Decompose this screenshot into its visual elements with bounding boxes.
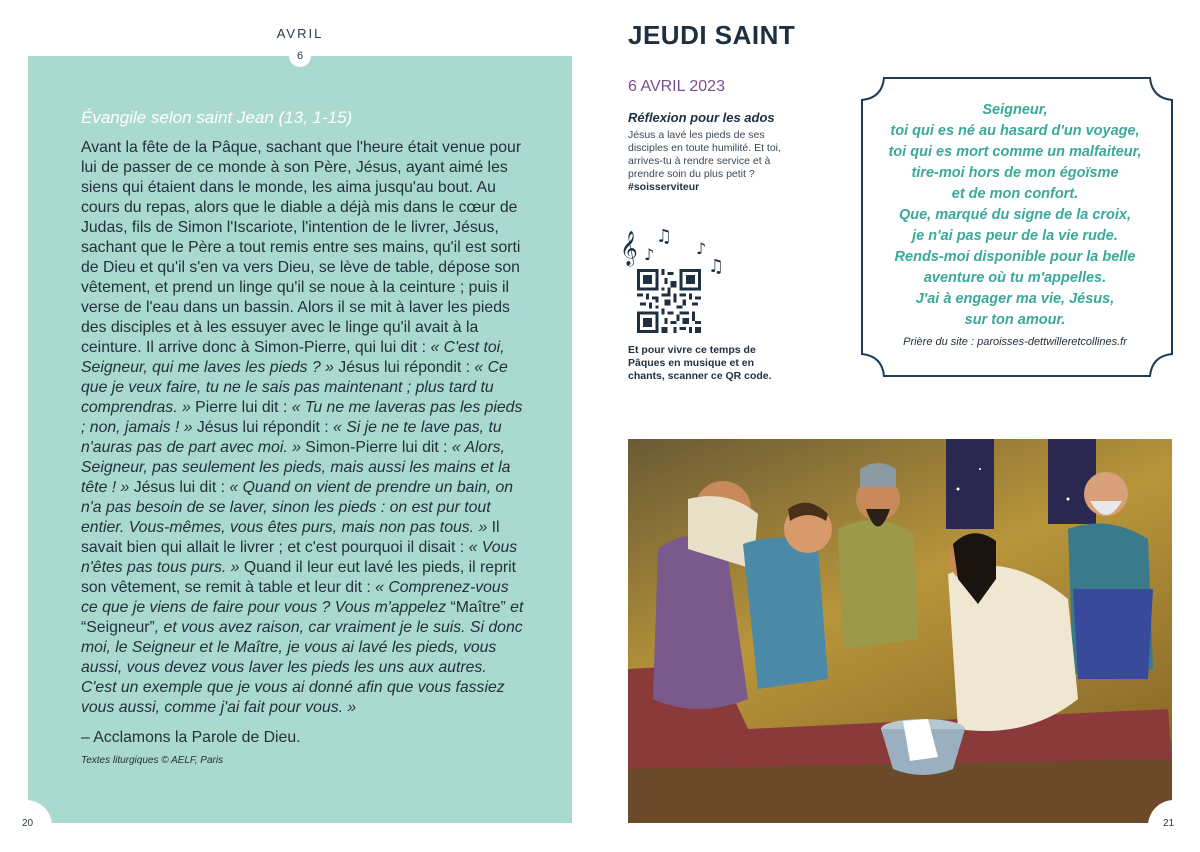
gospel-quote: , et vous avez raison, car vraiment je le suis. Si donc moi, le Seigneur et le Maître, je vous ai lavé les pieds, vous aussi, vous devez vous laver les pieds les uns aux autres. C'est un exemple que je vous ai donné afin que vous fassiez vous aussi, comme j'ai fait pour vous. » — [81, 619, 523, 716]
gospel-segment: Simon-Pierre lui dit : — [300, 439, 448, 456]
prayer-line: J'ai à engager ma vie, Jésus, — [915, 291, 1115, 307]
prayer-line: et de mon confort. — [951, 186, 1079, 202]
gospel-segment: “Seigneur” — [81, 619, 155, 636]
prayer-line: toi qui es né au hasard d'un voyage, — [890, 123, 1140, 139]
gospel-quote: et — [505, 599, 524, 616]
prayer-line: aventure où tu m'appelles. — [923, 270, 1107, 286]
svg-text:♫: ♫ — [656, 226, 673, 247]
svg-text:♪: ♪ — [696, 239, 707, 258]
gospel-quote: « Si je ne te lave pas, tu n'auras pas de part avec moi. » — [81, 419, 502, 456]
prayer-text — [870, 100, 1160, 331]
page-title: JEUDI SAINT — [628, 20, 796, 50]
prayer-line: tire-moi hors de mon égoïsme — [911, 165, 1119, 181]
gospel-quote: « Quand on vient de prendre un bain, on n'a pas besoin de se laver, sinon les pieds : on est pur tout entier. Vous-mêmes, vous êtes purs, mais non pas tous. » — [81, 479, 514, 536]
gospel-segment: Il savait bien qui allait le livrer ; et c'est pourquoi il disait : — [81, 519, 500, 556]
prayer-line: toi qui es mort comme un malfaiteur, — [888, 144, 1142, 160]
qr-caption: Et pour vivre ce temps de Pâques en musique et en chants, scanner ce QR code. — [628, 344, 772, 382]
prayer-source: Prière du site : paroisses-dettwilleretcollines.fr — [903, 336, 1127, 348]
prayer-line: je n'ai pas peur de la vie rude. — [912, 228, 1118, 244]
gospel-quote: « Alors, Seigneur, pas seulement les pieds, mais aussi les mains et la tête ! » — [81, 439, 511, 496]
svg-text:𝄞: 𝄞 — [620, 231, 638, 266]
acclamation: – Acclamons la Parole de Dieu. — [81, 729, 301, 746]
gospel-segment: Jésus lui répondit : — [192, 419, 329, 436]
gospel-segment: Jésus lui dit : — [129, 479, 226, 496]
gospel-text — [81, 138, 526, 718]
svg-text:♪: ♪ — [644, 245, 655, 264]
month-label: AVRIL — [276, 26, 324, 41]
qr-code[interactable] — [637, 269, 701, 333]
day-number-badge: 6 — [289, 45, 311, 67]
gospel-segment: Jésus lui répondit : — [333, 359, 471, 376]
gospel-reference: Évangile selon saint Jean (13, 1-15) — [81, 108, 353, 127]
prayer-line: Rends-moi disponible pour la belle — [894, 249, 1136, 265]
gospel-segment: Avant la fête de la Pâque, sachant que l'heure était venue pour lui de passer de ce monde à son Père, Jésus, ayant aimé les siens qui étaient dans le monde, les aima jusqu'au bout. Au cours du repas, alors que le diable a déjà mis dans le cœur de Judas, fils de Simon l'Iscariote, l'intention de le livrer, Jésus, sachant que le Père a tout remis entre ses mains, qu'il est sorti de Dieu et qu'il s'en va vers Dieu, se lève de table, dépose son vêtement, et prend un linge qu'il se noue à la ceinture ; puis il verse de l'eau dans un bassin. Alors il se mit à laver les pieds des disciples et à les essuyer avec le linge qu'il avait à la ceinture. Il arrive donc à Simon-Pierre, qui lui dit : — [81, 139, 522, 356]
hashtag: #soisserviteur — [628, 181, 700, 193]
date-label: 6 AVRIL 2023 — [628, 78, 725, 95]
page-number-left: 20 — [22, 818, 34, 829]
foot-washing-illustration — [628, 439, 1172, 823]
gospel-segment: Quand il leur eut lavé les pieds, il reprit son vêtement, se remit à table et leur dit : — [81, 559, 517, 596]
gospel-quote: « Vous n'êtes pas tous purs. » — [81, 539, 518, 576]
ados-reflection-text: Jésus a lavé les pieds de ses disciples en toute humilité. Et toi, arrives-tu à rendre service et à prendre soin du plus petit ? — [628, 129, 781, 180]
liturgical-credits: Textes liturgiques © AELF, Paris — [81, 755, 224, 766]
svg-text:♫: ♫ — [708, 256, 725, 277]
gospel-quote: « Ce que je veux faire, tu ne le sais pas maintenant ; plus tard tu comprendras. » — [81, 359, 508, 416]
prayer-line: Seigneur, — [982, 102, 1048, 118]
gospel-quote: « Tu ne me laveras pas les pieds ; non, jamais ! » — [81, 399, 523, 436]
gospel-segment: Pierre lui dit : — [190, 399, 288, 416]
prayer-line: Que, marqué du signe de la croix, — [898, 207, 1132, 223]
gospel-quote: « Comprenez-vous ce que je viens de faire pour vous ? Vous m'appelez — [81, 579, 509, 616]
gospel-segment: “Maître” — [450, 599, 506, 616]
gospel-quote: « C'est toi, Seigneur, qui me laves les pieds ? » — [81, 339, 505, 376]
prayer-line: sur ton amour. — [964, 312, 1066, 328]
ados-reflection-title: Réflexion pour les ados — [628, 110, 775, 125]
page-number-right: 21 — [1163, 818, 1175, 829]
